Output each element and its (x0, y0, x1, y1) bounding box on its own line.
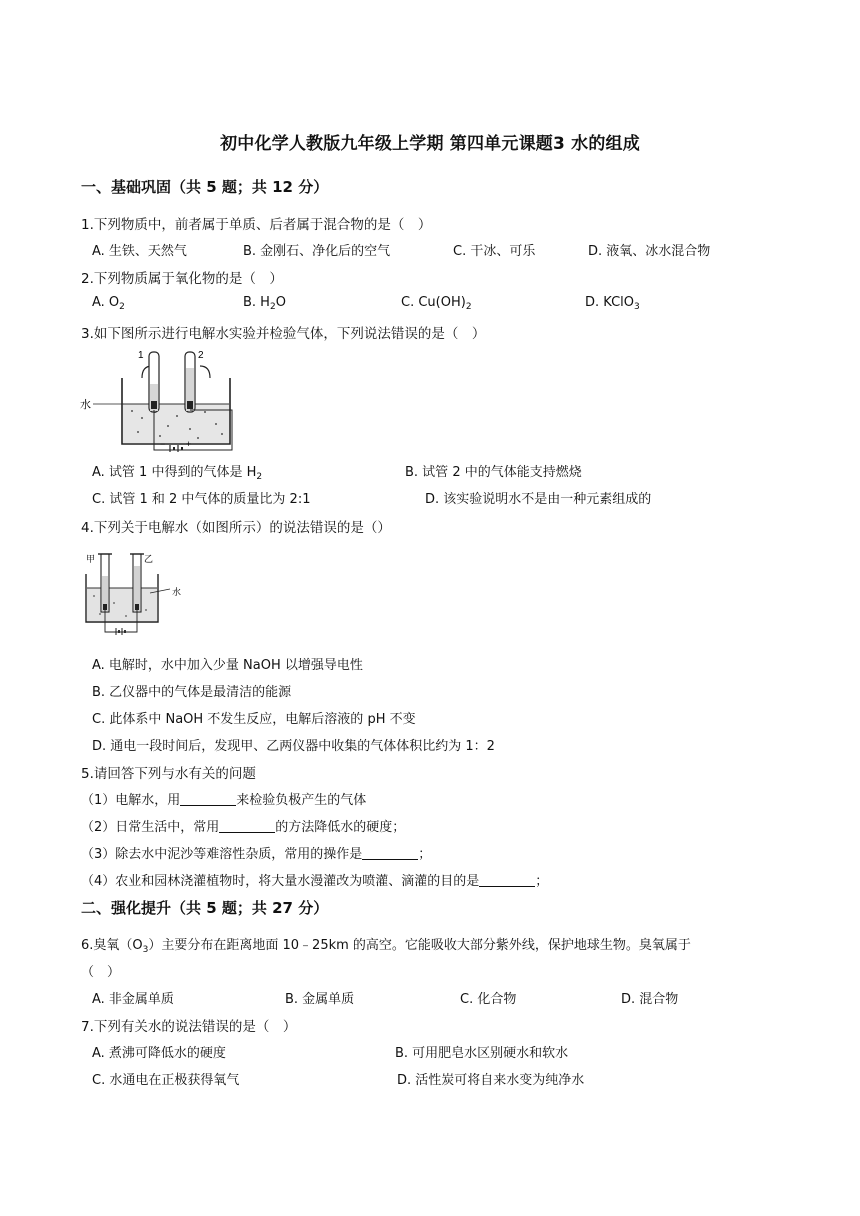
question-1-option-d: D. 液氧、冰水混合物 (588, 244, 711, 259)
question-6-stem-line-2: （ ） (81, 965, 121, 980)
question-5-stem: 5.请回答下列与水有关的问题 (81, 766, 256, 782)
figure-1-minus: − (160, 439, 166, 449)
figure-2-label-jia: 甲 (86, 555, 96, 565)
figure-2-label-water: 水 (172, 588, 182, 598)
electrolysis-apparatus-figure-2 (84, 548, 188, 636)
question-4-stem: 4.下列关于电解水（如图所示）的说法错误的是（） (81, 520, 391, 536)
question-4-option-b: B. 乙仪器中的气体是最清洁的能源 (92, 685, 292, 700)
question-6-option-a: A. 非金属单质 (92, 992, 174, 1007)
question-7-stem: 7.下列有关水的说法错误的是（ ） (81, 1019, 297, 1035)
question-5-sub-3: （3）除去水中泥沙等难溶性杂质，常用的操作是 ； (81, 847, 432, 862)
question-3-option-c: C. 试管 1 和 2 中气体的质量比为 2:1 (92, 492, 311, 507)
question-3-stem: 3.如下图所示进行电解水实验并检验气体，下列说法错误的是（ ） (81, 326, 486, 342)
question-4-option-a: A. 电解时，水中加入少量 NaOH 以增强导电性 (92, 658, 363, 673)
electrolysis-apparatus-figure-1 (80, 346, 240, 452)
question-2-option-b: B. $H_2O$ (243, 295, 286, 312)
question-5-sub-2: （2）日常生活中，常用 的方法降低水的硬度； (81, 820, 406, 835)
section-heading-advanced: 二、强化提升（共 5 题；共 27 分） (81, 899, 329, 917)
figure-1-label-2: 2 (198, 350, 204, 361)
question-6-option-c: C. 化合物 (460, 992, 517, 1007)
question-7-option-a: A. 煮沸可降低水的硬度 (92, 1046, 226, 1061)
question-4-option-d: D. 通电一段时间后，发现甲、乙两仪器中收集的气体体积比约为 1：2 (92, 739, 495, 754)
question-1-option-a: A. 生铁、天然气 (92, 244, 187, 259)
question-6-stem: 6.臭氧$(O_3)$主要分布在距离地面 10﹣25km 的高空。它能吸收大部分紫外线，保护地球生物。臭氧属于 (81, 938, 691, 955)
question-3-option-a: A. 试管 1 中得到的气体是 $H_2$ (92, 465, 263, 482)
question-2-stem: 2.下列物质属于氧化物的是（ ） (81, 271, 283, 287)
figure-1-label-1: 1 (138, 350, 144, 361)
question-5-sub-1: （1）电解水，用 来检验负极产生的气体 (81, 793, 367, 808)
question-7-option-c: C. 水通电在正极获得氧气 (92, 1073, 240, 1088)
question-1-option-b: B. 金刚石、净化后的空气 (243, 244, 391, 259)
answer-blank-4[interactable] (479, 873, 535, 887)
figure-1-label-water: 水 (80, 398, 91, 411)
question-3-option-d: D. 该实验说明水不是由一种元素组成的 (425, 492, 652, 507)
figure-2-label-yi: 乙 (144, 555, 154, 565)
figure-1-plus: + (186, 439, 192, 449)
question-4-option-c: C. 此体系中 NaOH 不发生反应，电解后溶液的 pH 不变 (92, 712, 416, 727)
section-heading-basic: 一、基础巩固（共 5 题；共 12 分） (81, 178, 329, 196)
answer-blank-1[interactable] (180, 792, 236, 806)
question-5-sub-4: （4）农业和园林浇灌植物时，将大量水漫灌改为喷灌、滴灌的目的是 ； (81, 874, 549, 889)
question-6-option-b: B. 金属单质 (285, 992, 355, 1007)
question-7-option-d: D. 活性炭可将自来水变为纯净水 (397, 1073, 585, 1088)
question-7-option-b: B. 可用肥皂水区别硬水和软水 (395, 1046, 569, 1061)
question-2-option-a: A. $O_2$ (92, 295, 125, 312)
question-2-option-d: D. KClO$_3$ (585, 295, 640, 312)
answer-blank-3[interactable] (362, 846, 418, 860)
question-1-stem: 1.下列物质中，前者属于单质、后者属于混合物的是（ ） (81, 217, 432, 233)
question-6-option-d: D. 混合物 (621, 992, 679, 1007)
question-2-option-c: C. $Cu(OH)_2$ (401, 295, 472, 312)
answer-blank-2[interactable] (219, 819, 275, 833)
page-title: 初中化学人教版九年级上学期 第四单元课题3 水的组成 (220, 134, 640, 154)
question-3-option-b: B. 试管 2 中的气体能支持燃烧 (405, 465, 582, 480)
question-1-option-c: C. 干冰、可乐 (453, 244, 536, 259)
